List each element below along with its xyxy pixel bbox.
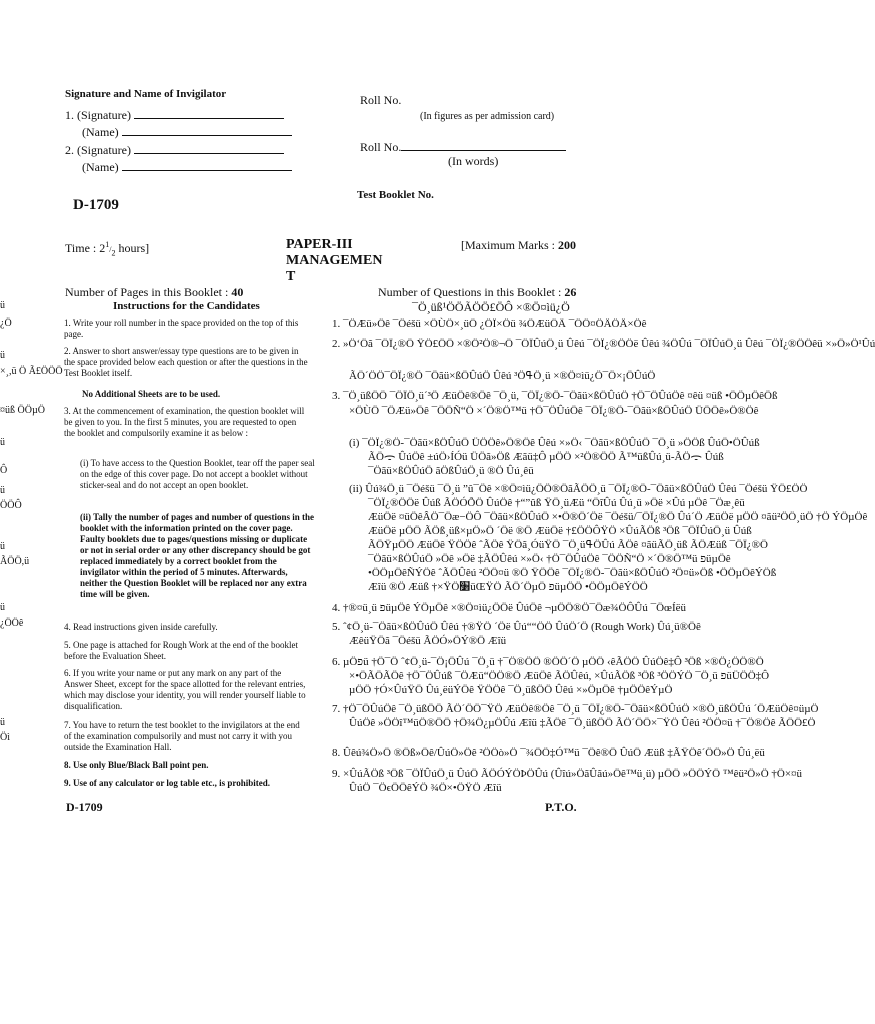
edge-mark: ü xyxy=(0,300,5,311)
pages-count: Number of Pages in this Booklet : 40 xyxy=(65,285,244,299)
instruction-4: 4. Read instructions given inside carefully. xyxy=(64,622,218,632)
instruction-5: 5. One page is attached for Rough Work at the end of the booklet before the Evaluation Sheet. xyxy=(64,640,299,661)
roll-words-note: (In words) xyxy=(448,154,499,168)
hindi-line-20: 6. µÖפü †Ö¯Ö ˆ¢Ö¸ü-¯Ö¡ÖÛú ¯Ö¸ü †¯Ö®ÖÖ ®ÖÖ´Ö µÖÖ ‹êÃÖÖ ÛúÖê‡Ô ³Öß ×®Ö¿ÖÖ®Ö xyxy=(332,656,764,668)
edge-mark: ü xyxy=(0,717,5,728)
hindi-heading: ¯Ö¸üß¹ÖÖÃÖÖ£ÖÔ ×®Ö¤ìü¿Ö xyxy=(412,300,570,314)
signature-2-line[interactable] xyxy=(134,143,284,154)
instruction-7: 7. You have to return the test booklet to the invigilators at the end of the examination compulsorily and must not carry it with you outside the Examination Hall. xyxy=(64,720,300,752)
edge-mark: Ô xyxy=(0,465,8,476)
hindi-line-3: ÃÖ´ÖÖ¯ÖÏ¿®Ö ¯Öãü×ßÖÛúÖ Ûêú ³ÖߟÖ¸ü ×®Ö¤ìü¿Ö¯Ö×¡ÖÛúÖ xyxy=(349,370,656,382)
hindi-line-13: ÃÖŸµÖÖ ÆüÖê ŸÖÖê ˆÃÖê ŸÖã¸ÓüŸÖ ¯Ö¸üߟÖÛú ÃÖê ¤ãüÃÖ¸üß ÃÖÆüß ¯ÖÏ¿®Ö xyxy=(368,539,768,551)
hindi-line-10: ¯ÖÏ¿®ÖÖë Ûúß ÃÖÓܵÖÖ ÛúÖê †“”ûß ŸÖ¸üÆü “ÖîÛú Ûú¸ü »Öë ×Ûú µÖê ¯Öæ¸êü xyxy=(368,497,745,509)
roll-number-label: Roll No. xyxy=(360,93,402,107)
edge-mark: ü xyxy=(0,541,5,552)
instruction-9: 9. Use of any calculator or log table etc., is prohibited. xyxy=(64,778,270,788)
edge-mark: Öì xyxy=(0,732,10,743)
instruction-3-i: (i) To have access to the Question Booklet, tear off the paper seal on the edge of this cover page. Do not accept a booklet without sticker-seal and do not accept an open booklet. xyxy=(80,458,315,490)
instructions-heading: Instructions for the Candidates xyxy=(113,300,260,312)
hindi-line-18: 5. ˆ¢Ö¸ü-¯Öãü×ßÖÛúÖ Ûêú †®ŸÖ ´Öë Ûú““ÖÖ ÛúÖ´Ö (Rough Work) Ûú¸ü®Öê xyxy=(332,621,701,633)
hindi-line-7: ÃÖᯙ ÛúÖê ±úÖ›ÍÓü ÜÖã»Öß Æãü‡Ô µÖÖ ×²Ö®ÖÖ Ã™üßÛú¸ü-ÃÖᯙ Ûúß xyxy=(368,451,724,463)
hindi-line-25: 8. Ûêú¾Ö»Ö ®Öß»Öê/ÛúÖ»Öê ²ÖÖò»Ö ¯¾ÖÖ‡Ó™ü ¯Öê®Ö ÛúÖ Æüß ‡ÃŸÖê´ÖÖ»Ö Ûú¸ëü xyxy=(332,747,765,759)
test-booklet-label: Test Booklet No. xyxy=(357,189,434,201)
hindi-line-24: ÛúÖê »ÖÖî™üÖ®ÖÖ †Ö¾Ö¿µÖÛú Æîü ‡ÃÖê ¯Ö¸üßÖÖ ÃÖ´ÖÖ×¯ŸÖ Ûêú ²ÖÖ¤ü †¯Ö®Öê ÃÖÖ£Ö xyxy=(349,717,816,729)
pto-label: P.T.O. xyxy=(545,800,577,814)
hindi-line-11: ÆüÖë ¤üÖêÂÖ¯Öæ−ÖÔ ¯Öãü×ßÖÛúÖ ×•Ö®Ö´Öë ¯Öéšü/¯ÖÏ¿®Ö Ûú´Ö ÆüÖë µÖÖ ¤ãü²ÖÖ¸üÖ †Ö ÝÖµÖê xyxy=(368,511,868,523)
hindi-line-14: ¯Öãü×ßÖÛúÖ »Öê »Öë ‡ÃÖÛêú ×»Ö‹ †Ö¯ÖÛúÖê ¯ÖÖÑ“Ö ×´Ö®Ö™ü פüµÖê xyxy=(368,553,731,565)
hindi-line-15: •ÖÖµÖêÑÝÖê ˆÃÖÛêú ²ÖÖ¤ü ®Ö ŸÖÖê ¯ÖÏ¿®Ö-¯Öãü×ßÖÛúÖ ²Ö¤ü»Öß •ÖÖµÖêÝÖß xyxy=(368,567,777,579)
hindi-line-9: (ii) Ûú¾Ö¸ü ¯Öéšü ¯Ö¸ü ”û¯Öê ×®Ö¤ìü¿ÖÖ®ÖãÃÖÖ¸ü ¯ÖÏ¿®Ö-¯Öãü×ßÖÛúÖ Ûêú ¯Öéšü ŸÖ£ÖÖ xyxy=(349,483,808,495)
max-marks: [Maximum Marks : 200 xyxy=(461,238,576,252)
edge-mark: ÖÖÔ xyxy=(0,500,22,511)
edge-mark: ×¸,ü Ö Ã£ÖÖÖ xyxy=(0,366,63,377)
instruction-1: 1. Write your roll number in the space provided on the top of this page. xyxy=(64,318,299,339)
name-1-line[interactable] xyxy=(122,125,292,136)
instruction-no-sheets: No Additional Sheets are to be used. xyxy=(82,389,221,399)
edge-mark: ü xyxy=(0,350,5,361)
hindi-line-22: µÖÖ †Ó×ÛúŸÖ Ûú¸ëüÝÖê ŸÖÖê ¯Ö¸üßÖÖ Ûêú ×»ÖµÖê †µÖÖêÝµÖ xyxy=(349,684,673,696)
instruction-2: 2. Answer to short answer/essay type questions are to be given in the space provided below each question or after the questions in the Test Booklet itself. xyxy=(64,346,308,378)
instruction-6: 6. If you write your name or put any mark on any part of the Answer Sheet, except for the space allotted for the relevant entries, which may disclose your identity, you will render yourself liable to disqualification. xyxy=(64,668,306,711)
invigilator-signature-1: 1. (Signature) xyxy=(65,108,284,122)
roll-number-words: Roll No. xyxy=(360,140,566,154)
hindi-line-27: ÛúÖ ¯ÖϵÖÖêÝÖ ¾Ö×•ÖŸÖ Æîü xyxy=(349,782,502,794)
exam-time: Time : $2^1/_2$ hours] xyxy=(65,240,150,258)
hindi-line-8: ¯Öãü×ßÖÛúÖ ãÖßÛúÖ¸ü ®Ö Ûú¸êü xyxy=(368,465,534,477)
hindi-line-5: ×ÖÙÖ ¯ÖÆü»Öê ¯ÖÖÑ“Ö ×´Ö®Ö™ü †Ö¯ÖÛúÖê ¯ÖÏ¿®Ö-¯Öãü×ßÖÛúÖ ÜÖÖê»Ö®Öê xyxy=(349,405,759,417)
edge-mark: ÃÖÖ,ü xyxy=(0,556,30,567)
hindi-line-2: 2. »Ö‘Öã ¯ÖÏ¿®Ö ŸÖ£ÖÖ ×®Ö²Ö®¬Ö ¯ÖÏÛúÖ¸ü Ûêú ¯ÖÏ¿®ÖÖë Ûêú ¾ÖÛú ¯ÖÏÛúÖ¸ü Ûêú ¯ÖÏ¿®ÖÖêü ×»Ö»Ö¹Ûú xyxy=(332,338,875,350)
invigilator-heading: Signature and Name of Invigilator xyxy=(65,88,227,100)
edge-mark: ü xyxy=(0,485,5,496)
booklet-code: D-1709 xyxy=(73,197,119,213)
hindi-line-21: ×•ÖÃÖÃÖê †Ö¯ÖÛúß ¯ÖÆü“ÖÖ®Ö ÆüÖê ÃÖÛêú, ×ÛúÃÖß ³Öß ³ÖÖÝÖ ¯Ö¸ü פüÜÖÖ‡Ô xyxy=(349,670,770,682)
invigilator-name-1: (Name) xyxy=(82,125,292,139)
hindi-line-6: (i) ¯ÖÏ¿®Ö-¯Öãü×ßÖÛúÖ ÜÖÖê»Ö®Öê Ûêú ×»Ö‹ ¯Öãü×ßÖÛúÖ ¯Ö¸ü »ÖÖß ÛúÖ•ÖÛúß xyxy=(349,437,760,449)
roll-number-note: (In figures as per admission card) xyxy=(420,111,555,122)
edge-mark: ¿Ö xyxy=(0,318,12,329)
edge-mark: ü xyxy=(0,602,5,613)
instruction-3: 3. At the commencement of examination, the question booklet will be given to you. In the first 5 minutes, you are requested to open the booklet and compulsorily examine it as below : xyxy=(64,406,305,438)
hindi-line-1: 1. ¯ÖÆü»Öê ¯Öéšü ×ÖÙÖ×¸üÖ ¿ÖÏ×Öü ¾ÖÆüÖÄ ¯ÖÖ¤ÖÄÖÄ×Öê xyxy=(332,318,647,330)
questions-count: Number of Questions in this Booklet : 26 xyxy=(378,285,577,299)
instruction-8: 8. Use only Blue/Black Ball point pen. xyxy=(64,760,209,770)
signature-1-line[interactable] xyxy=(134,108,284,119)
roll-words-line[interactable] xyxy=(401,140,566,151)
edge-mark: ¿ÖÖê xyxy=(0,618,24,629)
hindi-line-26: 9. ×ÛúÃÖß ³Öß ¯ÖÏÛúÖ¸ü ÛúÖ ÃÖÓÝÖÞÖÛú (Ûîú»ÖãÛãú»Öê™ü¸ü) µÖÖ »ÖÖÝÖ ™êü²Ö»Ö †Ö×¤ü xyxy=(332,768,803,780)
paper-title: PAPER-III MANAGEMEN T xyxy=(286,237,383,284)
hindi-line-23: 7. †Ö¯ÖÛúÖê ¯Ö¸üßÖÖ ÃÖ´ÖÖ¯ŸÖ ÆüÖê®Öê ¯Ö¸ü ¯ÖÏ¿®Ö-¯Öãü×ßÖÛúÖ ×®Ö¸üßÖÛú ´ÖÆüÖê¤üµÖ xyxy=(332,703,819,715)
hindi-line-17: 4. †®¤ü¸ü פüµÖê ÝÖµÖê ×®Ö¤ìü¿ÖÖë ÛúÖê ¬µÖÖ®Ö¯Öæ¾ÖÔÛú ¯ÖœÍëü xyxy=(332,602,687,614)
invigilator-signature-2: 2. (Signature) xyxy=(65,143,284,157)
invigilator-name-2: (Name) xyxy=(82,160,292,174)
name-2-line[interactable] xyxy=(122,160,292,171)
hindi-line-19: ÆêüŸÖã ¯Öéšü ÃÖÓ»ÖÝ®Ö Æîü xyxy=(349,635,507,647)
edge-mark: ¤üß ÖÖµÖ xyxy=(0,405,45,416)
hindi-line-16: Æîü ®Ö Æüß †×ŸÖ׸üŒŸÖ ÃÖ´ÖµÖ פüµÖÖ •ÖÖµÖêÝÖÖ xyxy=(368,581,648,593)
instruction-3-ii: (ii) Tally the number of pages and number of questions in the booklet with the information printed on the cover page. Faulty booklets due to pages/questions missing or duplicate or not in serial order or any other discrepancy should be got replaced immediately by a correct booklet from the invigilator within the period of 5 minutes. Afterwards, neither the Question Booklet will be replaced nor any extra time will be given. xyxy=(80,512,314,599)
edge-mark: ü xyxy=(0,437,5,448)
hindi-line-4: 3. ¯Ö¸üßÖÖ ¯ÖÏÖ¸ü´³Ö ÆüÖê®Öê ¯Ö¸ü, ¯ÖÏ¿®Ö-¯Öãü×ßÖÛúÖ †Ö¯ÖÛúÖê ¤êü ¤üß •ÖÖµÖêÖß xyxy=(332,390,778,402)
hindi-line-12: ÆüÖë µÖÖ ÃÖß¸üß×µÖ»Ö ´Öë ®Ö ÆüÖë †£ÖÖÔŸÖ ×ÛúÃÖß ³Öß ¯ÖÏÛúÖ¸ü Ûúß xyxy=(368,525,752,537)
footer-booklet-code: D-1709 xyxy=(66,800,103,814)
